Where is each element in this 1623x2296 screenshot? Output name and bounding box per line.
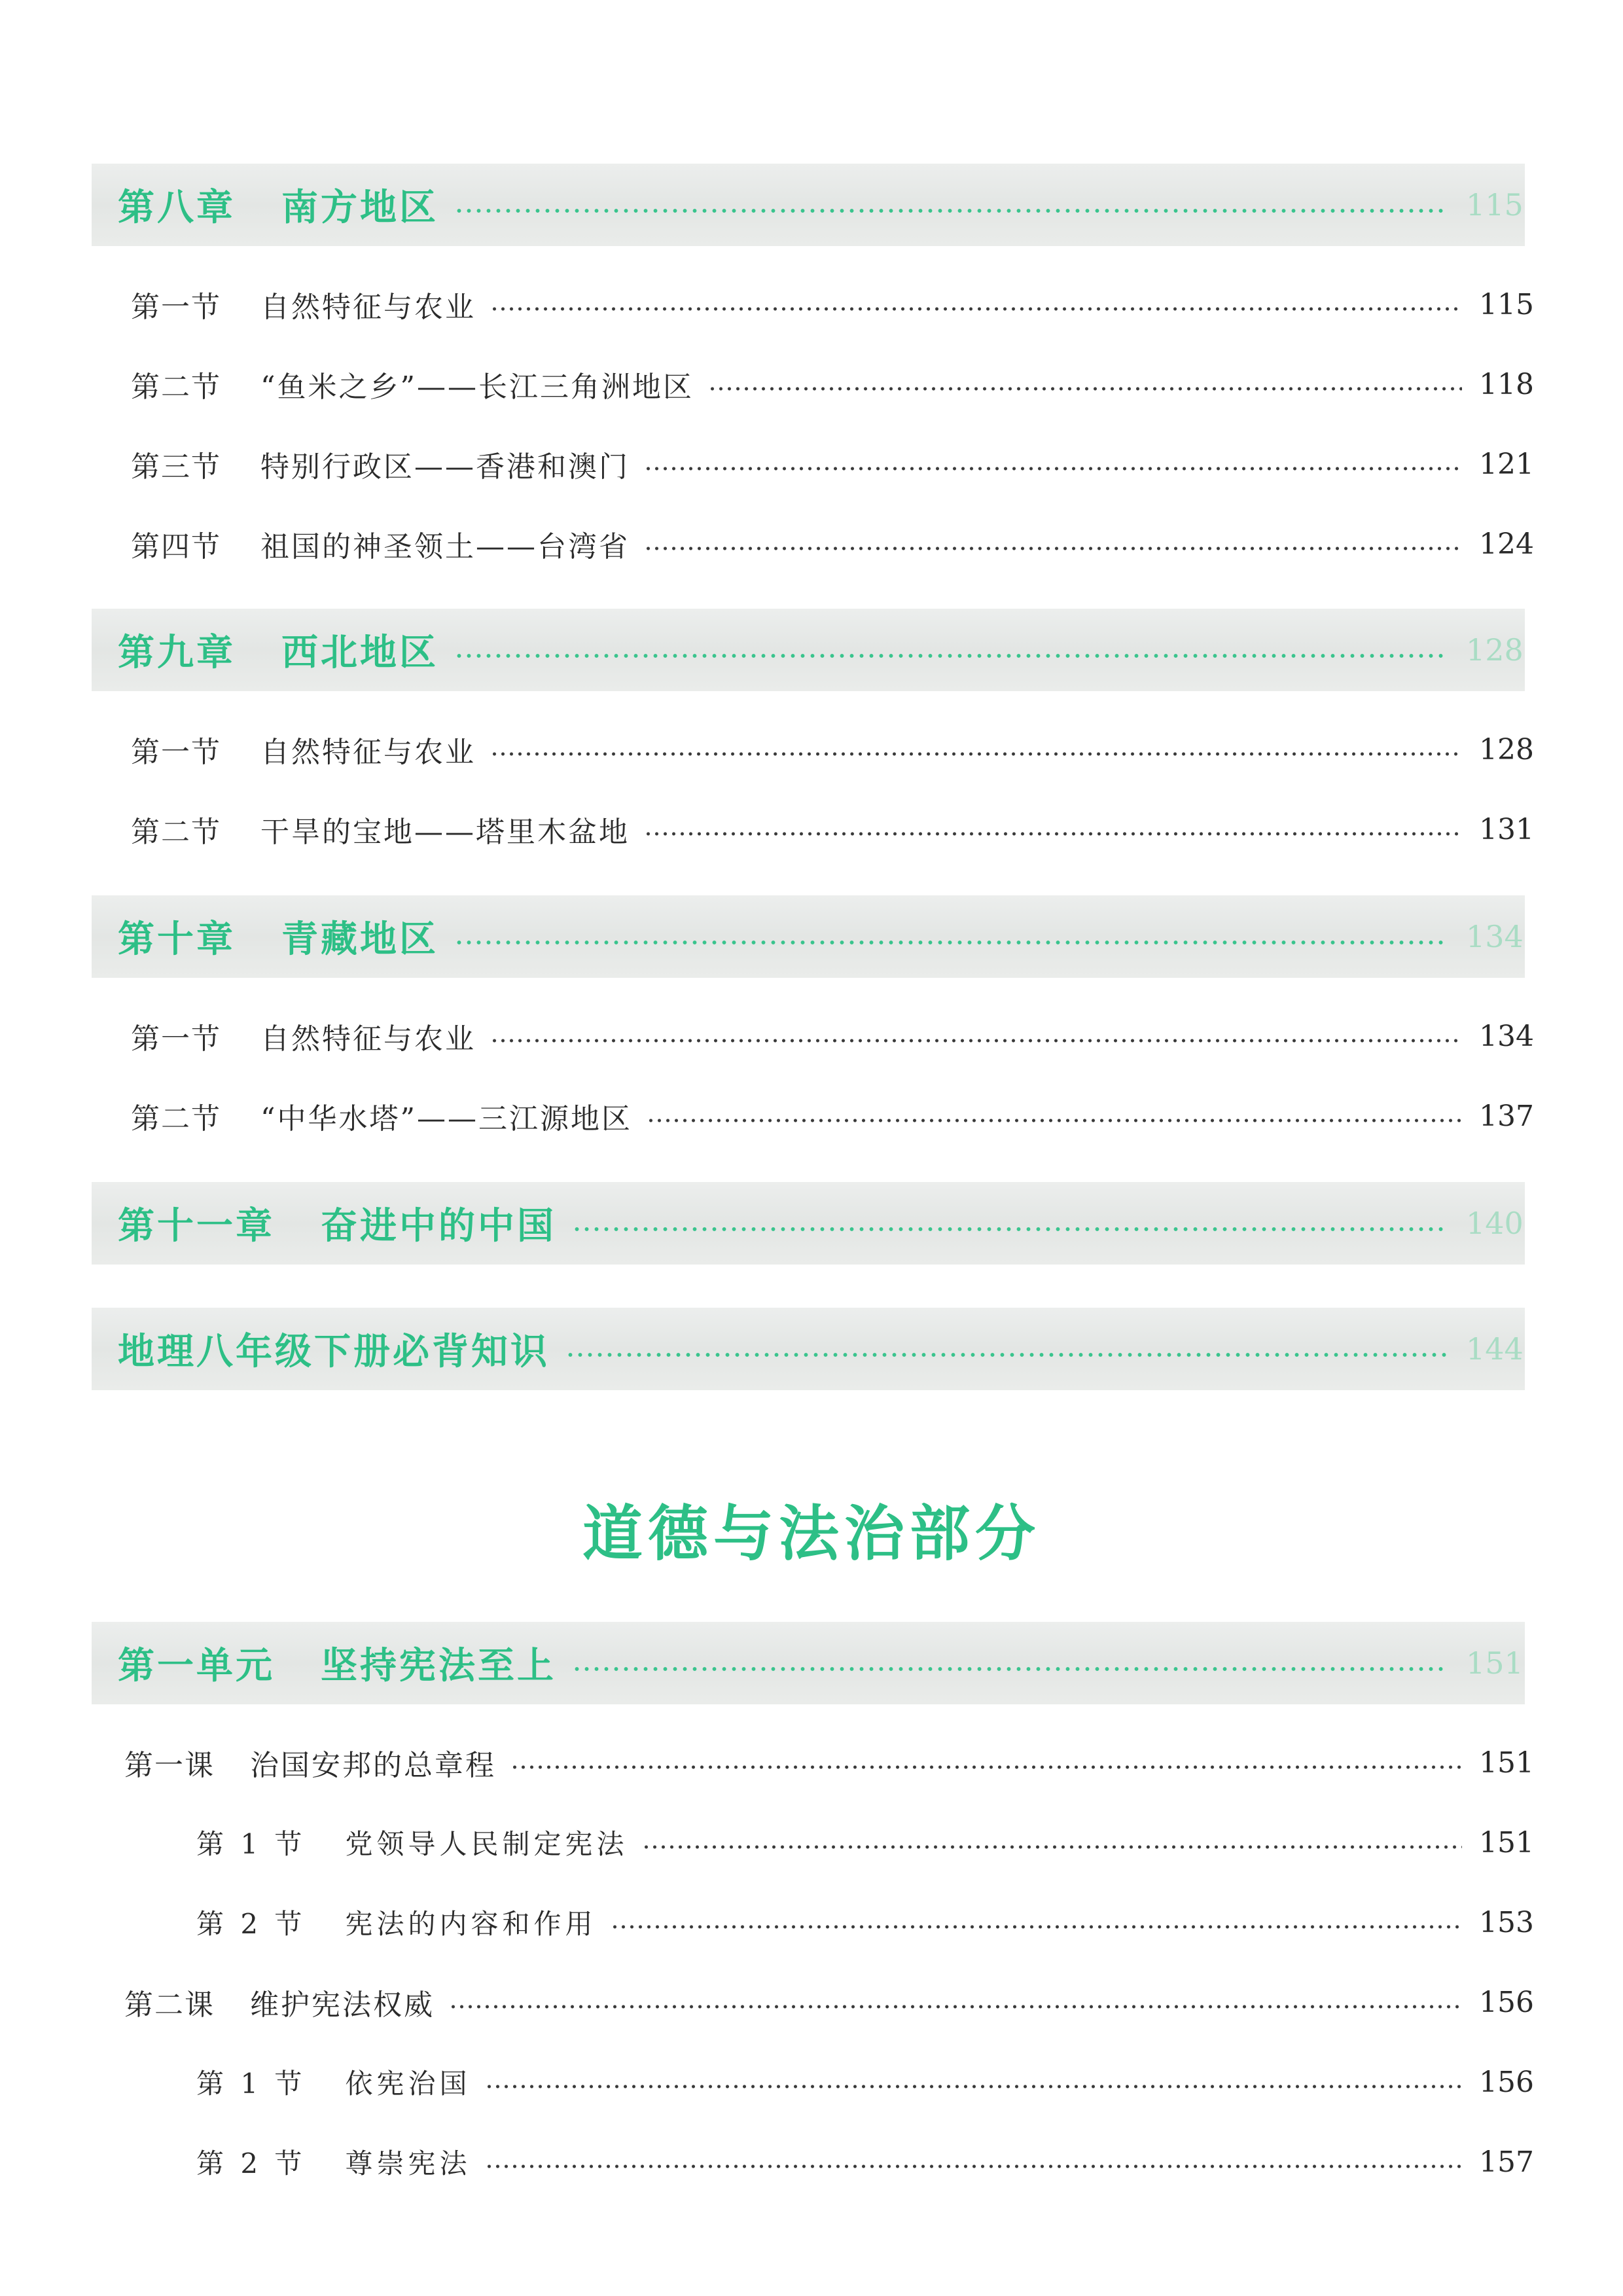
toc-entry[interactable]: [131, 281, 1538, 327]
toc-entry[interactable]: [131, 806, 1538, 852]
toc-entry[interactable]: [131, 361, 1538, 407]
toc-sub-entry[interactable]: [196, 2059, 1538, 2105]
section-label: 第 1 节: [196, 1828, 306, 1860]
section-label: 第三节: [131, 450, 221, 484]
appendix-page-number: 144: [1466, 1331, 1524, 1367]
section-title: 依宪治国: [345, 2068, 471, 2100]
section-title: 尊崇宪法: [345, 2147, 471, 2179]
chapter-label: 第十章: [118, 918, 236, 961]
section-page-number: 137: [1479, 1099, 1534, 1133]
chapter-header-11[interactable]: [92, 1182, 1525, 1265]
toc-entry[interactable]: [131, 521, 1538, 567]
toc-sub-entry[interactable]: [196, 1820, 1538, 1865]
section-title: 宪法的内容和作用: [345, 1908, 597, 1940]
dot-leader: [565, 1352, 1448, 1357]
dot-leader: [490, 751, 1462, 757]
appendix-header[interactable]: [92, 1308, 1525, 1390]
section-title: 祖国的神圣领土——台湾省: [260, 530, 630, 564]
section-label: 第一节: [131, 1022, 221, 1056]
chapter-title: 奋进中的中国: [321, 1205, 556, 1247]
unit-title: 坚持宪法至上: [321, 1645, 556, 1687]
dot-leader: [454, 653, 1448, 658]
section-page-number: 156: [1479, 2065, 1534, 2099]
toc-sub-entry[interactable]: [196, 2139, 1538, 2185]
section-title: 自然特征与农业: [260, 1022, 476, 1056]
lesson-title: 维护宪法权威: [250, 1988, 435, 2022]
chapter-label: 第九章: [118, 632, 236, 674]
section-label: 第 2 节: [196, 1908, 306, 1940]
section-page-number: 115: [1479, 287, 1534, 321]
section-page-number: 128: [1479, 732, 1534, 766]
chapter-title: 南方地区: [281, 187, 438, 229]
dot-leader: [647, 1118, 1462, 1123]
toc-entry[interactable]: [131, 1093, 1538, 1139]
section-page-number: 153: [1479, 1905, 1534, 1939]
chapter-page-number: 140: [1466, 1206, 1524, 1241]
lesson-label: 第一课: [124, 1749, 215, 1782]
chapter-title: 青藏地区: [281, 918, 438, 961]
dot-leader: [572, 1666, 1448, 1672]
toc-entry[interactable]: [131, 726, 1538, 772]
section-page-number: 124: [1479, 527, 1534, 561]
dot-leader: [644, 831, 1462, 836]
lesson-title: 治国安邦的总章程: [250, 1749, 496, 1782]
section-title: 党领导人民制定宪法: [345, 1828, 628, 1860]
dot-leader: [485, 2084, 1462, 2089]
dot-leader: [611, 1924, 1462, 1929]
lesson-label: 第二课: [124, 1988, 215, 2022]
lesson-entry[interactable]: [124, 1979, 1538, 2025]
dot-leader: [490, 1038, 1462, 1043]
chapter-page-number: 134: [1466, 919, 1524, 954]
section-title: 干旱的宝地——塔里木盆地: [260, 816, 630, 849]
lesson-page-number: 156: [1479, 1985, 1534, 2019]
lesson-page-number: 151: [1479, 1746, 1534, 1780]
chapter-label: 第十一章: [118, 1205, 275, 1247]
dot-leader: [454, 940, 1448, 945]
chapter-title: 西北地区: [281, 632, 438, 674]
section-page-number: 157: [1479, 2145, 1534, 2179]
unit-label: 第一单元: [118, 1645, 275, 1687]
section-page-number: 118: [1479, 367, 1534, 401]
toc-entry[interactable]: [131, 441, 1538, 487]
unit-page-number: 151: [1466, 1645, 1524, 1681]
dot-leader: [572, 1227, 1448, 1232]
section-label: 第四节: [131, 530, 221, 564]
section-title: 特别行政区——香港和澳门: [260, 450, 630, 484]
part-title: 道德与法治部分: [582, 1499, 1041, 1569]
chapter-page-number: 128: [1466, 632, 1524, 668]
toc-sub-entry[interactable]: [196, 1899, 1538, 1945]
lesson-entry[interactable]: [124, 1740, 1538, 1785]
section-label: 第 1 节: [196, 2068, 306, 2100]
chapter-header-10[interactable]: [92, 895, 1525, 978]
section-page-number: 131: [1479, 812, 1534, 846]
section-page-number: 121: [1479, 447, 1534, 481]
dot-leader: [490, 306, 1462, 312]
section-label: 第一节: [131, 736, 221, 769]
dot-leader: [708, 386, 1462, 391]
chapter-label: 第八章: [118, 187, 236, 229]
section-label: 第 2 节: [196, 2147, 306, 2179]
unit-header-1[interactable]: [92, 1622, 1525, 1704]
section-title: 自然特征与农业: [260, 291, 476, 324]
section-title: “中华水塔”——三江源地区: [260, 1102, 632, 1136]
dot-leader: [485, 2164, 1462, 2169]
section-label: 第二节: [131, 370, 221, 404]
dot-leader: [644, 466, 1462, 471]
dot-leader: [454, 208, 1448, 213]
dot-leader: [449, 2004, 1462, 2009]
dot-leader: [510, 1765, 1462, 1770]
dot-leader: [644, 546, 1462, 551]
section-label: 第二节: [131, 1102, 221, 1136]
section-label: 第一节: [131, 291, 221, 324]
toc-entry[interactable]: [131, 1013, 1538, 1059]
section-title: 自然特征与农业: [260, 736, 476, 769]
chapter-header-9[interactable]: [92, 609, 1525, 691]
chapter-page-number: 115: [1466, 187, 1524, 223]
appendix-title: 地理八年级下册必背知识: [118, 1331, 550, 1373]
section-title: “鱼米之乡”——长江三角洲地区: [260, 370, 694, 404]
section-page-number: 134: [1479, 1019, 1534, 1053]
dot-leader: [642, 1844, 1462, 1850]
chapter-header-8[interactable]: [92, 164, 1525, 246]
section-page-number: 151: [1479, 1825, 1534, 1859]
section-label: 第二节: [131, 816, 221, 849]
